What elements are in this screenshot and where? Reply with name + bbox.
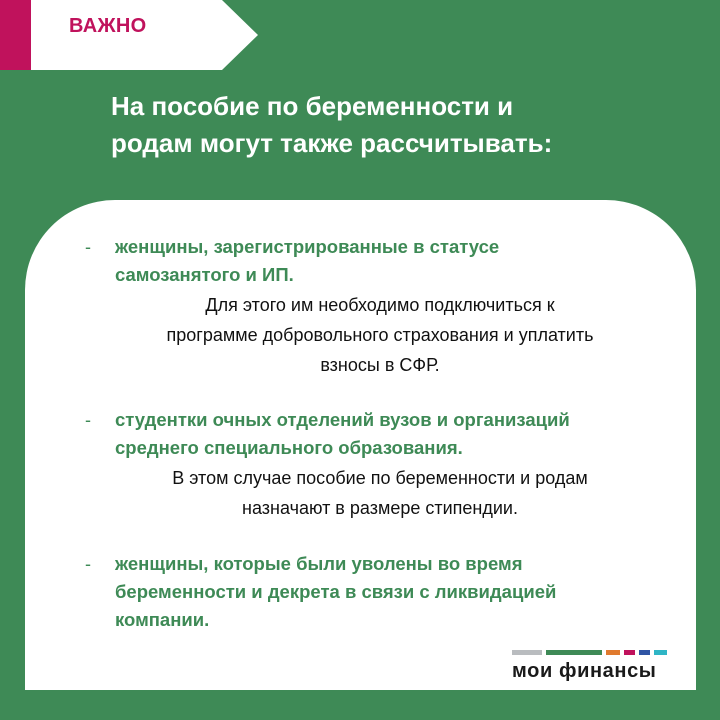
logo-color-bars (512, 650, 667, 656)
bullet-dash: - (85, 554, 91, 574)
bullet-title-line: компании. (115, 609, 210, 630)
logo-bar (512, 650, 542, 655)
headline (111, 88, 651, 162)
bullet-dash: - (85, 237, 91, 257)
headline-line-1: На пособие по беременности и (111, 91, 514, 121)
bullet-title (115, 406, 675, 462)
bullet-title (115, 233, 675, 289)
bullet-title-line: самозанятого и ИП. (115, 264, 294, 285)
logo-bar (546, 650, 602, 655)
headline-line-2: родам могут также рассчитывать: (111, 128, 553, 158)
bullet-dash: - (85, 410, 91, 430)
logo-bar (654, 650, 667, 655)
bullet-title-line: женщины, зарегистрированные в статусе (115, 236, 500, 257)
logo-bar (639, 650, 650, 655)
bullet-note-line: взносы в СФР. (320, 355, 440, 375)
moi-finansy-logo (512, 650, 672, 686)
important-banner (0, 0, 258, 70)
bullet-title-line: среднего специального образования. (115, 437, 463, 458)
bullet-title (115, 550, 675, 634)
bullet-title-line: беременности и декрета в связи с ликвидацией (115, 581, 557, 602)
bullet-note (110, 290, 650, 380)
logo-bar (624, 650, 635, 655)
logo-bar (606, 650, 620, 655)
bullet-note-line: В этом случае пособие по беременности и родам (172, 468, 588, 488)
bullet-title-line: студентки очных отделений вузов и организаций (115, 409, 570, 430)
bullet-note (100, 463, 660, 523)
bullet-note-line: программе добровольного страхования и уплатить (166, 325, 594, 345)
logo-text: мои финансы (512, 660, 657, 682)
banner-label: ВАЖНО (69, 15, 147, 37)
bullet-title-line: женщины, которые были уволены во время (115, 553, 523, 574)
bullet-note-line: Для этого им необходимо подключиться к (205, 295, 555, 315)
bullet-note-line: назначают в размере стипендии. (242, 498, 518, 518)
